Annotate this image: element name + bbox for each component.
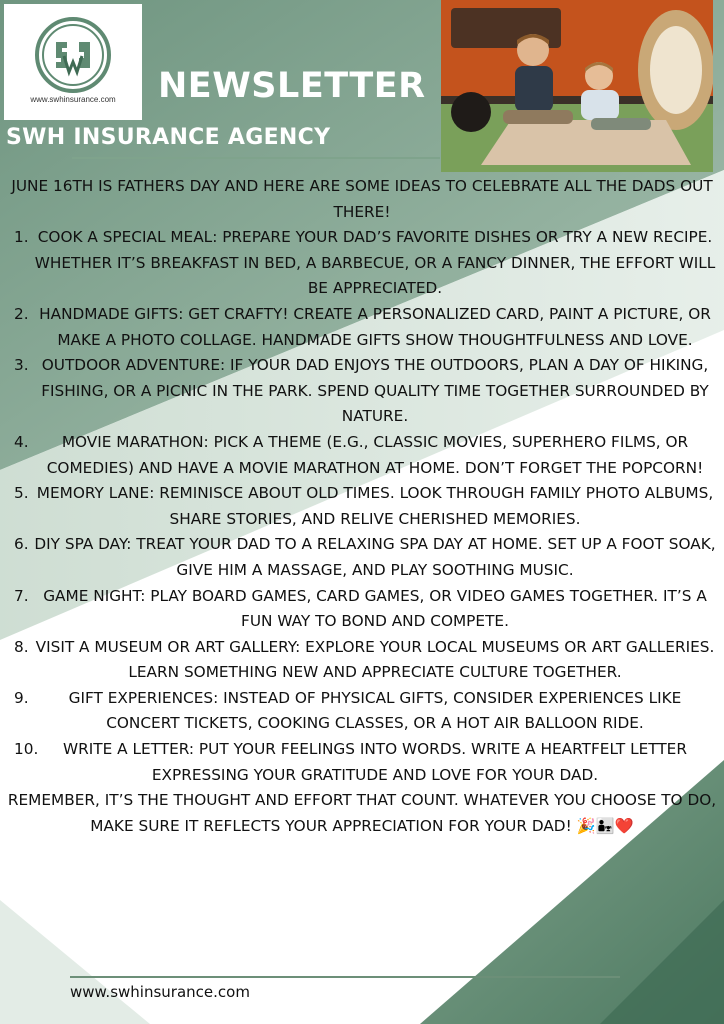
- logo-url: www.swhinsurance.com: [30, 95, 116, 104]
- item-text: HANDMADE GIFTS: GET CRAFTY! CREATE A PERSONALIZED CARD, PAINT A PICTURE, OR MAKE A PHOTO COLLAGE. HANDMADE GIFTS SHOW THOUGHTFULNESS AND LOVE.: [39, 304, 711, 349]
- item-number: 2.: [14, 304, 29, 323]
- list-item: [0, 584, 724, 635]
- item-text: GAME NIGHT: PLAY BOARD GAMES, CARD GAMES, OR VIDEO GAMES TOGETHER. IT’S A FUN WAY TO BOND AND COMPETE.: [43, 586, 707, 631]
- item-number: 6.: [14, 535, 29, 554]
- item-number: 3.: [14, 356, 29, 375]
- intro-text: JUNE 16TH IS FATHERS DAY AND HERE ARE SOME IDEAS TO CELEBRATE ALL THE DADS OUT THERE!: [11, 177, 713, 221]
- item-text: WRITE A LETTER: PUT YOUR FEELINGS INTO WORDS. WRITE A HEARTFELT LETTER EXPRESSING YOUR GRATITUDE AND LOVE FOR YOUR DAD.: [63, 740, 687, 784]
- logo-panel: [4, 4, 142, 120]
- item-number: 8.: [14, 637, 29, 656]
- page-title: NEWSLETTER: [158, 66, 426, 106]
- item-number: 5.: [14, 484, 29, 503]
- list-item: [0, 430, 724, 481]
- family-photo: [441, 0, 713, 172]
- item-number: 1.: [14, 228, 29, 247]
- footer-website-link[interactable]: www.swhinsurance.com: [70, 983, 250, 1001]
- swh-logo-icon: [34, 16, 112, 94]
- item-number: 9.: [14, 688, 29, 707]
- list-item: [0, 353, 724, 430]
- item-text: MOVIE MARATHON: PICK A THEME (E.G., CLASSIC MOVIES, SUPERHERO FILMS, OR COMEDIES) AND HAVE A MOVIE MARATHON AT HOME. DON’T FORGET THE POPCORN!: [46, 432, 704, 477]
- item-number: 10.: [14, 740, 39, 759]
- item-text: GIFT EXPERIENCES: INSTEAD OF PHYSICAL GIFTS, CONSIDER EXPERIENCES LIKE CONCERT TICKETS, COOKING CLASSES, OR A HOT AIR BALLOON RIDE.: [68, 688, 682, 733]
- footer-divider: [70, 976, 620, 978]
- item-text: MEMORY LANE: REMINISCE ABOUT OLD TIMES. LOOK THROUGH FAMILY PHOTO ALBUMS, SHARE STORIES, AND RELIVE CHERISHED MEMORIES.: [36, 484, 714, 528]
- list-item: [0, 481, 724, 532]
- title-divider: [72, 157, 440, 159]
- list-item: [0, 635, 724, 686]
- item-number: 7.: [14, 586, 29, 605]
- list-item: [0, 302, 724, 353]
- item-text: COOK A SPECIAL MEAL: PREPARE YOUR DAD’S FAVORITE DISHES OR TRY A NEW RECIPE. WHETHER IT’S BREAKFAST IN BED, A BARBECUE, OR A FANCY DINNER, THE EFFORT WILL BE APPRECIATED.: [34, 228, 716, 298]
- item-number: 4.: [14, 432, 29, 451]
- list-item: [0, 686, 724, 737]
- agency-name: SWH INSURANCE AGENCY: [6, 125, 331, 150]
- item-text: VISIT A MUSEUM OR ART GALLERY: EXPLORE YOUR LOCAL MUSEUMS OR ART GALLERIES. LEARN SOMETHING NEW AND APPRECIATE CULTURE TOGETHER.: [35, 637, 715, 682]
- newsletter-body: [0, 174, 724, 839]
- closing-text: REMEMBER, IT’S THE THOUGHT AND EFFORT THAT COUNT. WHATEVER YOU CHOOSE TO DO, MAKE SURE IT REFLECTS YOUR APPRECIATION FOR YOUR DAD! 🎉👨‍👧❤️: [7, 791, 717, 835]
- list-item: [0, 225, 724, 302]
- item-text: DIY SPA DAY: TREAT YOUR DAD TO A RELAXING SPA DAY AT HOME. SET UP A FOOT SOAK, GIVE HIM A MASSAGE, AND PLAY SOOTHING MUSIC.: [34, 535, 716, 579]
- item-text: OUTDOOR ADVENTURE: IF YOUR DAD ENJOYS THE OUTDOORS, PLAN A DAY OF HIKING, FISHING, OR A PICNIC IN THE PARK. SPEND QUALITY TIME TOGETHER SURROUNDED BY NATURE.: [41, 356, 709, 426]
- ideas-list: [0, 225, 724, 788]
- list-item: [0, 737, 724, 788]
- list-item: [0, 532, 724, 583]
